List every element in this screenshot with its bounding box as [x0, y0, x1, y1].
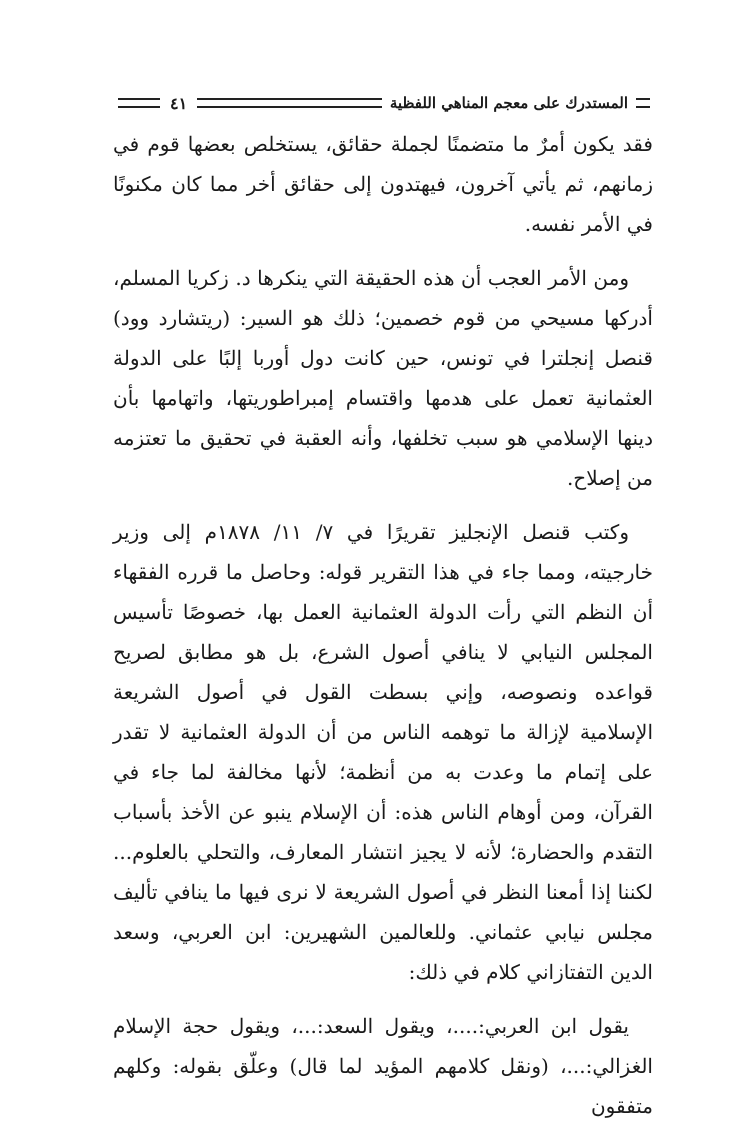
header-title: المستدرك على معجم المناهي اللفظية [389, 94, 628, 112]
header-rule-right [636, 98, 650, 108]
paragraph-2: ومن الأمر العجب أن هذه الحقيقة التي ينكرها د. زكريا المسلم، أدركها مسيحي من قوم خصمين؛ ذلك هو السير: (ريتشارد وود) قنصل إنجلترا في تونس، حين كانت دول أوربا إلبًا على الدولة العثمانية تعمل على هدمها واقتسام إمبراطوريتها، واتهامها بأن دينها الإسلامي هو سبب تخلفها، وأنه العقبة في تحقيق ما تعتزمه من إصلاح. [113, 266, 653, 490]
running-header [118, 90, 650, 116]
paragraph-3: وكتب قنصل الإنجليز تقريرًا في ٧/ ١١/ ١٨٧٨م إلى وزير خارجيته، ومما جاء في هذا التقرير قوله: وحاصل ما قرره الفقهاء أن النظم التي رأت الدولة العثمانية العمل بها، خصوصًا تأسيس المجلس النيابي لا ينافي أصول الشرع، بل هو مطابق لصريح قواعده ونصوصه، وإني بسطت القول في أصول الشريعة الإسلامية لإزالة ما توهمه الناس من أن الدولة العثمانية لا تقدر على إتمام ما وعدت به من أنظمة؛ لأنها مخالفة لما جاء في القرآن، ومن أوهام الناس هذه: أن الإسلام ينبو عن الأخذ بأسباب التقدم والحضارة؛ لأنه لا يجيز انتشار المعارف، والتحلي بالعلوم... لكننا إذا أمعنا النظر في أصول الشريعة لا نرى فيها ما ينافي تأليف مجلس نيابي عثماني. وللعالمين الشهيرين: ابن العربي، وسعد الدين التفتازاني كلام في ذلك: [113, 520, 654, 984]
page-body [113, 124, 653, 1140]
page-number: ٤١ [170, 93, 188, 113]
header-rule-middle [197, 98, 382, 108]
header-rule-left [118, 98, 160, 108]
paragraph-1: فقد يكون أمرٌ ما متضمنًا لجملة حقائق، يستخلص بعضها قوم في زمانهم، ثم يأتي آخرون، فيهتدون إلى حقائق أخر مما كان مكنونًا في الأمر نفسه. [113, 132, 653, 236]
paragraph-4: يقول ابن العربي:....، ويقول السعد:...، ويقول حجة الإسلام الغزالي:...، (ونقل كلامهم المؤيد لما قال) وعلّق بقوله: وكلهم متفقون [113, 1014, 653, 1118]
